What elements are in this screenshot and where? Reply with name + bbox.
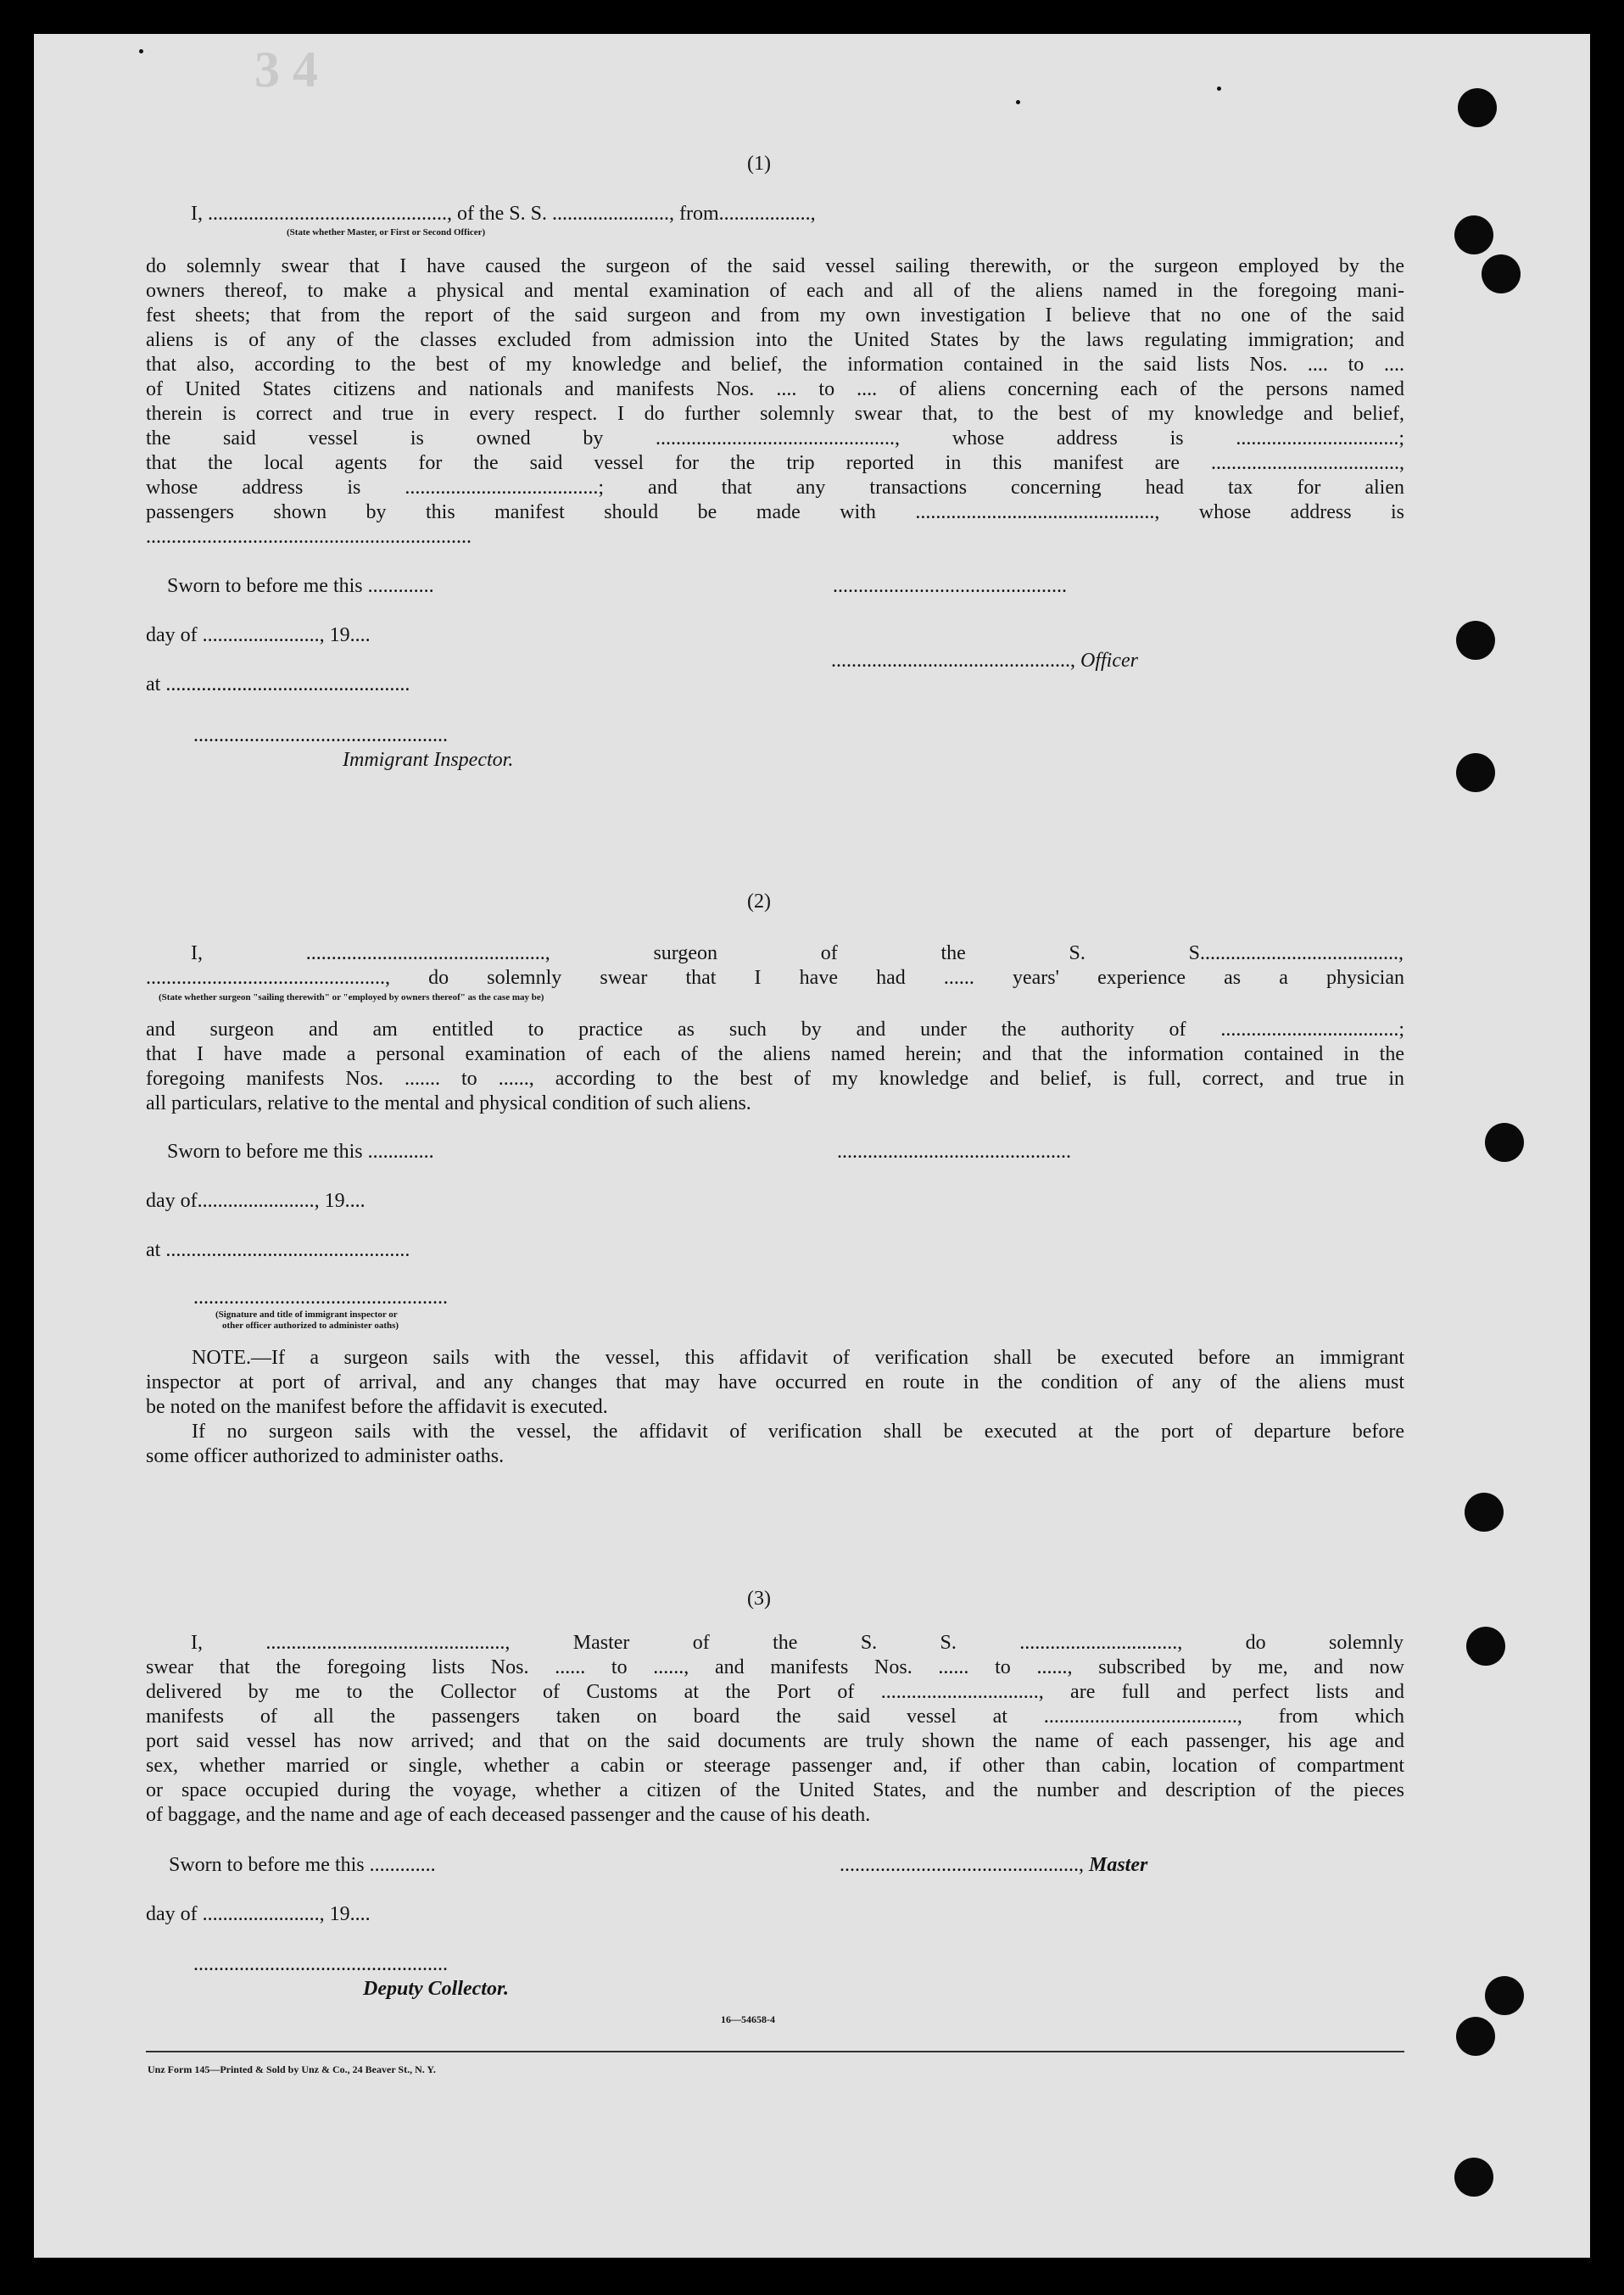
form-number: 16—54658-4 — [721, 2013, 775, 2025]
note-line: If no surgeon sails with the vessel, the affidavit of verification shall be executed at the port of departure before — [192, 1421, 1404, 1443]
section-1-oath-line: I, ..............................................., of the S. S. ......................., from.................., — [191, 203, 816, 225]
body-line: therein is correct and true in every respect. I do further solemnly swear that, to the best of my knowledge and belief, — [146, 403, 1404, 425]
administering-officer-signature-line: .................................................. — [193, 1287, 448, 1309]
body-line: fest sheets; that from the report of the said surgeon and from my own investigation I believe that no one of the said — [146, 304, 1404, 327]
body-line: of baggage, and the name and age of each deceased passenger and the cause of his death. — [146, 1804, 871, 1826]
footer-rule — [146, 2051, 1404, 2052]
section-2-oath-line-2: ..............................................., do solemnly swear that I have had ...... years' experience as a physician — [146, 967, 1404, 989]
faint-stamp-mark: 3 4 — [254, 42, 318, 98]
section-2-oath-line: I, ..............................................., surgeon of the S. S......................................., — [191, 942, 1404, 964]
punch-hole — [1485, 1123, 1524, 1162]
officer-rank-note: (State whether Master, or First or Second Officer) — [287, 227, 486, 237]
body-line: passengers shown by this manifest should be made with ..............................................., whose address is — [146, 501, 1404, 523]
note-line: some officer authorized to administer oaths. — [146, 1445, 505, 1467]
punch-hole — [1454, 215, 1493, 254]
note-line: inspector at port of arrival, and any changes that may have occurred en route in the condition of any of the aliens must — [146, 1371, 1404, 1393]
section-2-number: (2) — [747, 891, 771, 913]
signature-line-2: .............................................. — [837, 1141, 1071, 1163]
section-3-number: (3) — [747, 1588, 771, 1610]
speck — [1217, 87, 1221, 91]
body-line: or space occupied during the voyage, whether a citizen of the United States, and the number and description of the pieces — [146, 1779, 1404, 1801]
body-line: swear that the foregoing lists Nos. ...... to ......, and manifests Nos. ...... to ......, subscribed by me, and now — [146, 1656, 1404, 1678]
inspector-signature-line: .................................................. — [193, 724, 448, 746]
sworn-line-3: Sworn to before me this ............. — [169, 1854, 436, 1876]
punch-hole — [1456, 2017, 1495, 2056]
day-line-1: day of ......................., 19.... — [146, 624, 371, 646]
signature-title-note: other officer authorized to administer oaths) — [222, 1321, 399, 1331]
sworn-line-2: Sworn to before me this ............. — [167, 1141, 434, 1163]
note-line: NOTE.—If a surgeon sails with the vessel, this affidavit of verification shall be executed before an immigrant — [192, 1347, 1404, 1369]
speck — [139, 49, 143, 53]
body-line: ................................................................ — [146, 526, 472, 548]
surgeon-type-note: (State whether surgeon "sailing therewith" or "employed by owners thereof" as the case may be) — [159, 992, 544, 1002]
punch-hole — [1458, 88, 1497, 127]
body-line: manifests of all the passengers taken on board the said vessel at ......................................, from which — [146, 1706, 1404, 1728]
body-line: that the local agents for the said vessel for the trip reported in this manifest are ....................................., — [146, 452, 1404, 474]
immigrant-inspector-label: Immigrant Inspector. — [343, 749, 514, 771]
day-line-2: day of......................., 19.... — [146, 1190, 366, 1212]
collector-signature-line: .................................................. — [193, 1953, 448, 1975]
punch-hole — [1456, 753, 1495, 792]
body-line: and surgeon and am entitled to practice as such by and under the authority of ...................................; — [146, 1019, 1404, 1041]
body-line: do solemnly swear that I have caused the surgeon of the said vessel sailing therewith, or the surgeon employed by the — [146, 255, 1404, 277]
officer-signature-line: ..............................................., Officer — [831, 650, 1138, 672]
body-line: delivered by me to the Collector of Customs at the Port of ..............................., are full and perfect lists and — [146, 1681, 1404, 1703]
body-line: the said vessel is owned by ..............................................., whose address is ................................; — [146, 427, 1404, 450]
punch-hole — [1466, 1627, 1505, 1666]
deputy-collector-label: Deputy Collector. — [363, 1978, 509, 2000]
punch-hole — [1456, 621, 1495, 660]
body-line: that also, according to the best of my knowledge and belief, the information contained in the said lists Nos. .... to .... — [146, 354, 1404, 376]
body-line: of United States citizens and nationals and manifests Nos. .... to .... of aliens concerning each of the persons named — [146, 378, 1404, 400]
speck — [1016, 100, 1020, 104]
printer-footer: Unz Form 145—Printed & Sold by Unz & Co., 24 Beaver St., N. Y. — [148, 2063, 436, 2075]
punch-hole — [1485, 1976, 1524, 2015]
body-line: aliens is of any of the classes excluded from admission into the United States by the laws regulating immigration; and — [146, 329, 1404, 351]
signature-title-note: (Signature and title of immigrant inspector or — [215, 1309, 398, 1320]
master-signature-line: ..............................................., Master — [840, 1854, 1148, 1876]
body-line: that I have made a personal examination of each of the aliens named herein; and that the information contained in the — [146, 1043, 1404, 1065]
body-line: port said vessel has now arrived; and that on the said documents are truly shown the name of each passenger, his age and — [146, 1730, 1404, 1752]
at-line-1: at ................................................ — [146, 673, 410, 695]
at-line-2: at ................................................ — [146, 1239, 410, 1261]
body-line: I, ..............................................., Master of the S. S. ..............................., do solemnly — [191, 1632, 1404, 1654]
form-sheet — [34, 34, 1590, 2258]
body-line: owners thereof, to make a physical and mental examination of each and all of the aliens named in the foregoing mani- — [146, 280, 1404, 302]
note-line: be noted on the manifest before the affidavit is executed. — [146, 1396, 608, 1418]
day-line-3: day of ......................., 19.... — [146, 1903, 371, 1925]
body-line: all particulars, relative to the mental and physical condition of such aliens. — [146, 1092, 751, 1114]
punch-hole — [1454, 2158, 1493, 2197]
sworn-line-1: Sworn to before me this ............. — [167, 575, 434, 597]
body-line: foregoing manifests Nos. ....... to ......, according to the best of my knowledge and belief, is full, correct, and true in — [146, 1068, 1404, 1090]
punch-hole — [1482, 254, 1521, 293]
section-1-number: (1) — [747, 153, 771, 175]
body-line: whose address is ......................................; and that any transactions concerning head tax for alien — [146, 477, 1404, 499]
punch-hole — [1465, 1493, 1504, 1532]
body-line: sex, whether married or single, whether a cabin or steerage passenger and, if other than cabin, location of compartment — [146, 1755, 1404, 1777]
signature-line-1: .............................................. — [833, 575, 1067, 597]
